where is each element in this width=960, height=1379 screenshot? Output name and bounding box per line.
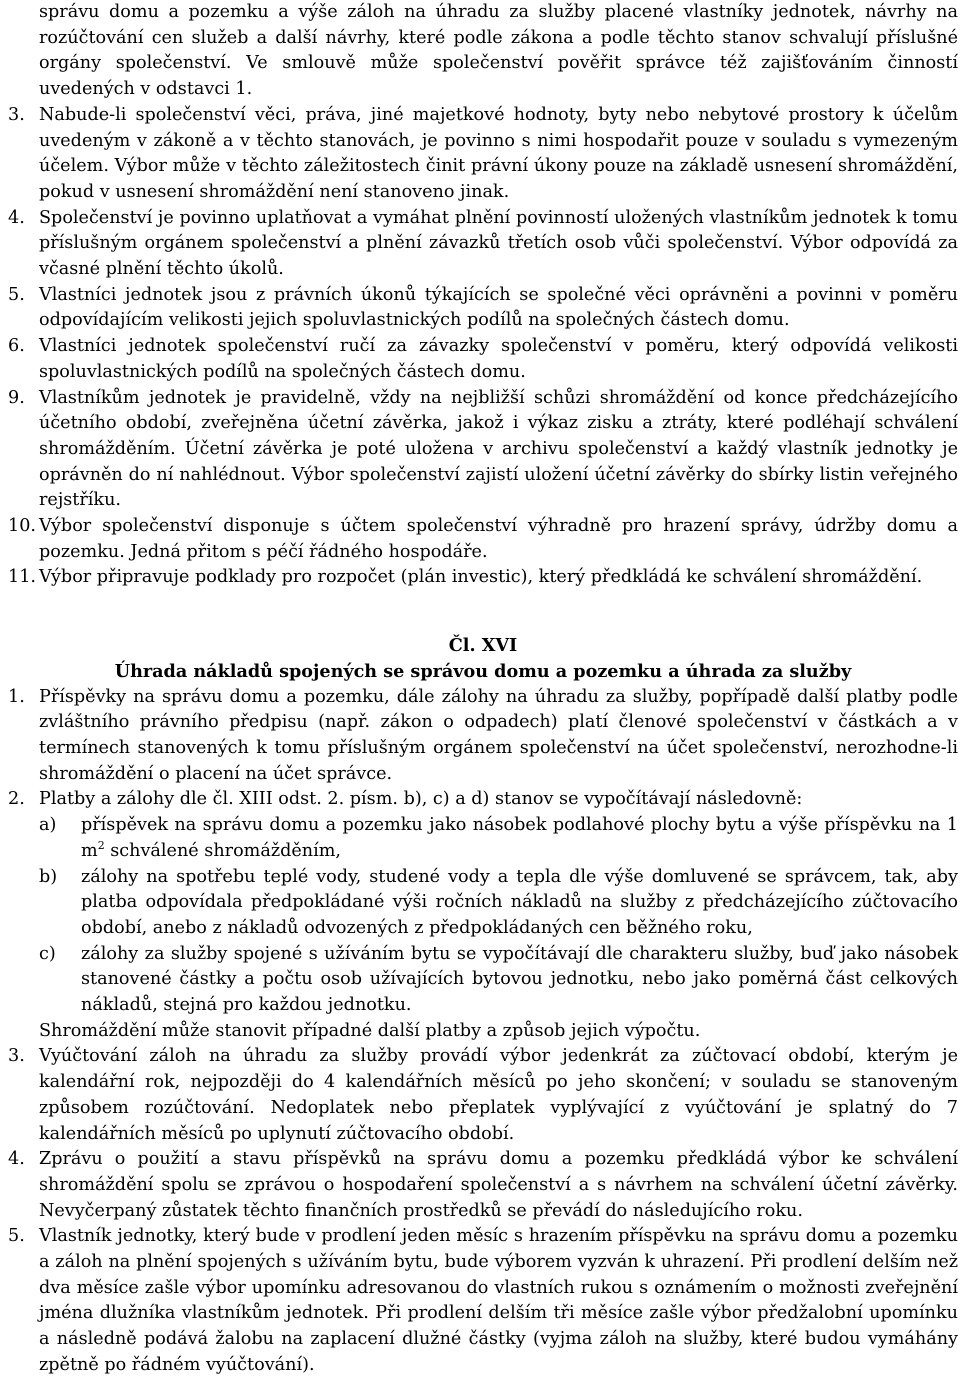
superscript: 2 [97, 838, 105, 852]
sub-item-text-main: příspěvek na správu domu a pozemku jako násobek podlahové plochy bytu a výše příspěvku na 1 m [81, 815, 958, 861]
item-text [39, 787, 958, 1044]
item-number: 4. [8, 1149, 25, 1170]
item-text: Vlastníci jednotek jsou z právních úkonů týkajících se společné věci oprávněni a povinni v poměru odpovídajícím velikosti jejich spoluvlastnických podílů na společných částech domu. [39, 284, 958, 331]
sub-item-text [81, 813, 958, 864]
item-number: 9. [8, 387, 25, 408]
list-item [8, 283, 958, 334]
item-text: Společenství je povinno uplatňovat a vymáhat plnění povinností uložených vlastníkům jednotek k tomu příslušným orgánem společenství a plnění závazků třetích osob vůči společenství. Výbor odpovídá za včasné plnění těchto úkolů. [39, 207, 958, 280]
sub-item-text: zálohy za služby spojené s užíváním bytu se vypočítávají dle charakteru služby, buď jako násobek stanovené částky a počtu osob užívajících bytovou jednotku, nebo jako poměrná část celkových nákladů, stejná pro každou jednotku. [81, 943, 958, 1016]
item-text: Vlastník jednotky, který bude v prodlení jeden měsíc s hrazením příspěvku na správu domu a pozemku a záloh na plnění spojených s užíváním bytu, bude výborem vyzván k uhrazení. Při prodlení delším než dva měsíce zašle výbor upomínku adresovanou do vlastních rukou s oznámením o možnosti zveřejnění jména dlužníka vlastníkům jednotek. Při prodlení delším tři měsíce zašle výbor předžalobní upomínku a následně podává žalobu na zaplacení dlužné částky (vyjma záloh na služby, které budou vymáhány zpětně po řádném vyúčtování). [39, 1226, 958, 1375]
list-item [8, 1224, 958, 1378]
list-item [8, 1147, 958, 1224]
sub-list-item [39, 865, 958, 942]
list-item [8, 514, 958, 565]
item-text: Vlastníci jednotek společenství ručí za závazky společenství v poměru, který odpovídá velikosti spoluvlastnických podílů na společných částech domu. [39, 336, 958, 382]
item-number: 4. [8, 207, 25, 228]
list-item [8, 565, 958, 591]
list-item [8, 206, 958, 283]
item-number: 5. [8, 284, 25, 305]
list-item [8, 1044, 958, 1147]
item-text: Vyúčtování záloh na úhradu za služby provádí výbor jedenkrát za zúčtovací období, kterým je kalendářní rok, nejpozději do 4 kalendářních měsíců po jeho skončení; v souladu se stanoveným způsobem rozúčtování. Nedoplatek nebo přeplatek vyplývající z vyúčtování je splatný do 7 kalendářních měsíců po uplynutí zúčtovacího období. [39, 1046, 958, 1144]
sub-item-letter: a) [39, 815, 57, 836]
item-text: Zprávu o použití a stavu příspěvků na správu domu a pozemku předkládá výbor ke schválení shromáždění spolu se zprávou o hospodaření společenství a s návrhem na schválení účetní závěrky. Nevyčerpaný zůstatek těchto finančních prostředků se převádí do následujícího roku. [39, 1149, 958, 1221]
item-number: 2. [8, 789, 25, 810]
sub-item-text-tail: schválené shromážděním, [104, 840, 342, 861]
item-text: Vlastníkům jednotek je pravidelně, vždy na nejbližší schůzi shromáždění od konce předcházejícího účetního období, zveřejněna účetní závěrka, jakož i výkaz zisku a ztráty, které podléhají schválení shromážděním. Účetní závěrka je poté uložena v archivu společenství a každý vlastník jednotky je oprávněn do ní nahlédnout. Výbor společenství zajistí uložení účetní závěrky do sbírky listin veřejného rejstříku. [39, 387, 958, 511]
sub-item-letter: c) [39, 943, 56, 964]
sub-list-item [39, 813, 958, 864]
item-number: 1. [8, 686, 25, 707]
item-number: 5. [8, 1226, 25, 1247]
sub-list-item [39, 942, 958, 1019]
item-intro: Platby a zálohy dle čl. XIII odst. 2. písm. b), c) a d) stanov se vypočítávají následovně: [39, 789, 803, 810]
item-number: 10. [8, 516, 36, 537]
list-item [8, 787, 958, 1044]
item-text: Příspěvky na správu domu a pozemku, dále zálohy na úhradu za služby, popřípadě další platby podle zvláštního právního předpisu (např. zákon o odpadech) platí členové společenství v částkách a v termínech stanovených k tomu příslušným orgánem společenství na účet společenství, nerozhodne-li shromáždění o placení na účet správce. [39, 686, 958, 784]
list-item [8, 103, 958, 206]
list-item [8, 334, 958, 385]
item-number: 3. [8, 104, 25, 125]
list-item [8, 685, 958, 788]
section-number: Čl. XVI [448, 635, 518, 657]
item-text: Nabude-li společenství věci, práva, jiné majetkové hodnoty, byty nebo nebytové prostory k účelům uvedeným v zákoně a v těchto stanovách, je povinno s nimi hospodařit pouze v souladu s vymezeným účelem. Výbor může v těchto záležitostech činit právní úkony pouze na základě usnesení shromáždění, pokud v usnesení shromáždění není stanoveno jinak. [39, 104, 958, 202]
intro-paragraph: správu domu a pozemku a výše záloh na úhradu za služby placené vlastníky jednotek, návrhy na rozúčtování cen služeb a další návrhy, které podle zákona a podle těchto stanov schvalují příslušné orgány společenství. Ve smlouvě může společenství pověřit správce též zajišťováním činností uvedených v odstavci 1. [39, 2, 958, 100]
item-tail: Shromáždění může stanovit případné další platby a způsob jejich výpočtu. [39, 1020, 701, 1041]
item-number: 3. [8, 1046, 25, 1067]
item-number: 11. [8, 567, 36, 588]
sub-item-text: zálohy na spotřebu teplé vody, studené vody a tepla dle výše domluvené se správcem, tak, aby platba odpovídala předpokládané výši ročních nákladů na služby z předcházejícího zúčtovacího období, anebo z nákladů odvozených z předpokládaných cen běžného roku, [81, 866, 958, 938]
list-item [8, 386, 958, 515]
item-text: Výbor připravuje podklady pro rozpočet (plán investic), který předkládá ke schválení shromáždění. [39, 567, 923, 588]
item-text: Výbor společenství disponuje s účtem společenství výhradně pro hrazení správy, údržby domu a pozemku. Jedná přitom s péčí řádného hospodáře. [39, 516, 958, 562]
section-spacer [8, 591, 958, 633]
item-number: 6. [8, 336, 25, 357]
section-title: Úhrada nákladů spojených se správou domu a pozemku a úhrada za služby [114, 660, 852, 682]
sub-item-letter: b) [39, 866, 58, 887]
